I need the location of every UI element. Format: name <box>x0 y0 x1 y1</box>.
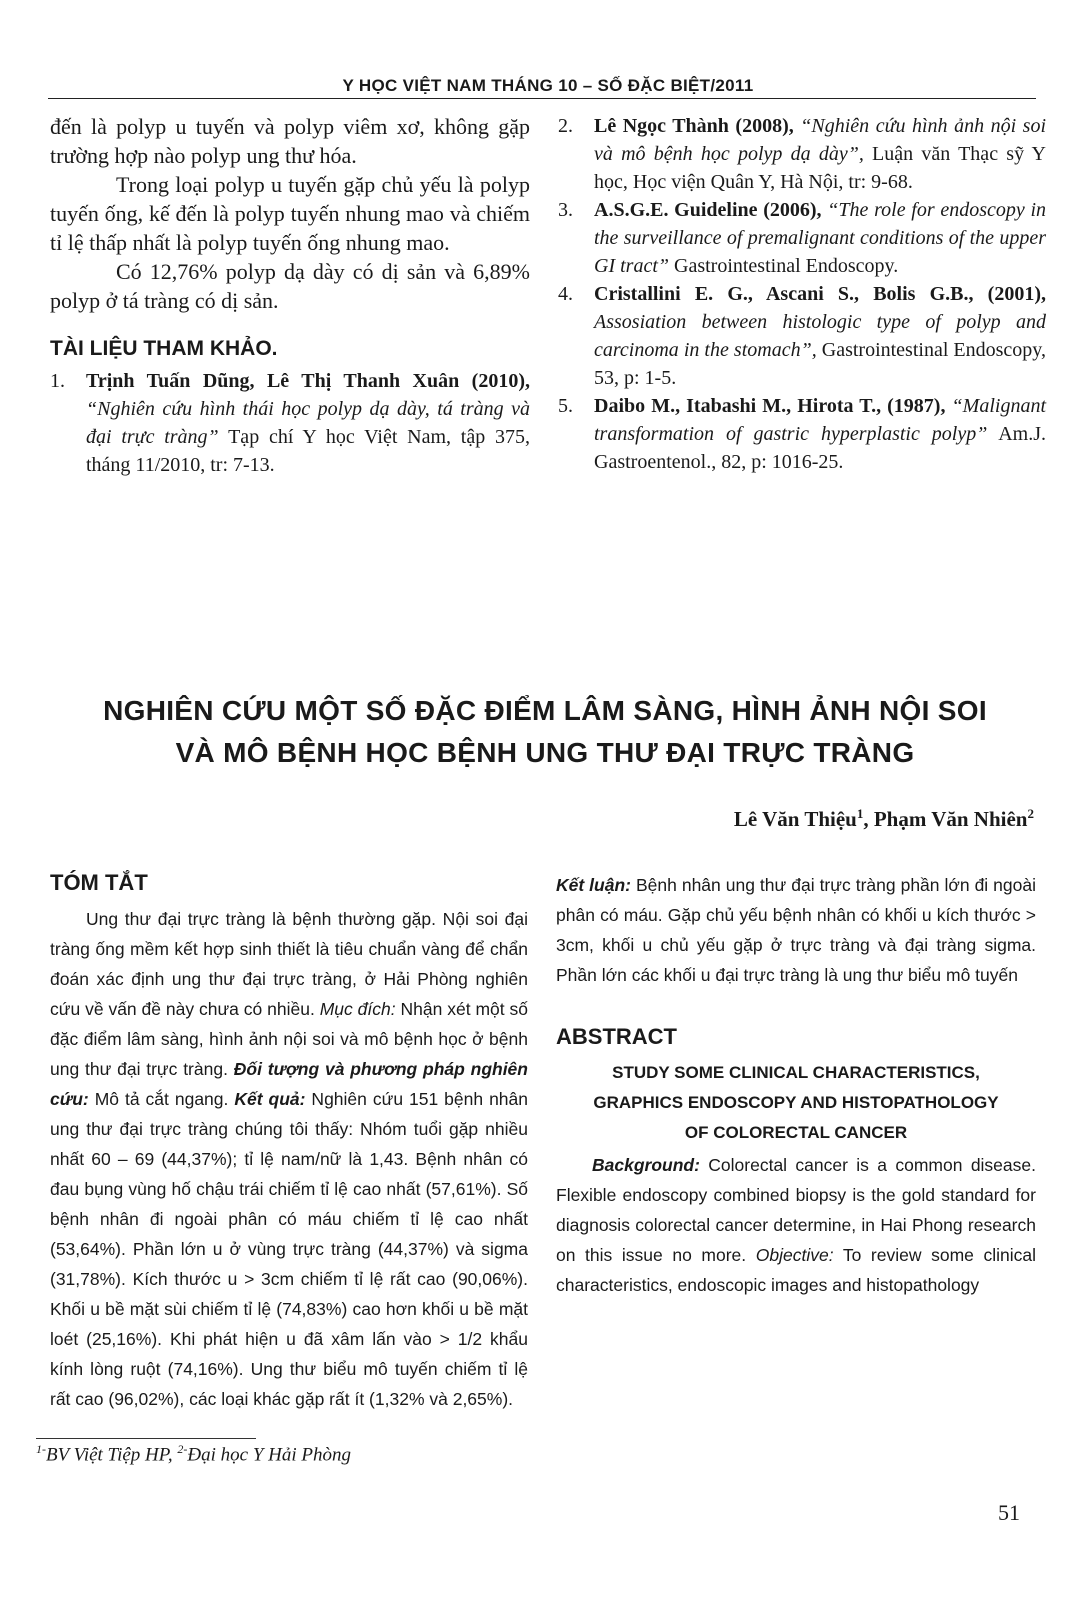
header-rule <box>48 98 1036 99</box>
footnote-sup-2: 2- <box>177 1442 188 1456</box>
reference-source: Gastrointestinal Endoscopy. <box>674 255 899 277</box>
reference-source: Am.J. Gastroentenol., 82, p: 1016-25. <box>594 423 1046 473</box>
reference-title: “Nghiên cứu hình thái học polyp dạ dày, tá tràng và đại trực tràng” <box>86 398 530 448</box>
prev-article-right-column <box>558 112 1046 476</box>
reference-title: “The role for endoscopy in the surveillance of premalignant conditions of the upper GI tract” <box>594 199 1046 277</box>
reference-item <box>558 392 1046 476</box>
reference-body <box>558 112 1046 196</box>
references-heading: TÀI LIỆU THAM KHẢO. <box>50 337 278 360</box>
background-label: Background: <box>592 1155 700 1175</box>
reference-body <box>558 280 1046 392</box>
reference-item <box>558 280 1046 392</box>
abstract-title <box>556 1058 1036 1148</box>
reference-body <box>558 392 1046 476</box>
reference-title: Assosiation between histologic type of polyp and carcinoma in the stomach”, <box>594 311 1046 361</box>
running-header: Y HỌC VIỆT NAM THÁNG 10 – SỐ ĐẶC BIỆT/2011 <box>342 76 754 95</box>
abstract-paragraph <box>556 1150 1036 1300</box>
reference-authors: Trịnh Tuấn Dũng, Lê Thị Thanh Xuân (2010), <box>86 370 530 392</box>
reference-body <box>558 196 1046 280</box>
reference-number: 2. <box>558 115 573 137</box>
prev-paragraph-1: đến là polyp u tuyến và polyp viêm xơ, không gặp trường hợp nào polyp ung thư hóa. <box>50 114 530 168</box>
reference-title: “Malignant transformation of gastric hyperplastic polyp” <box>594 395 1046 445</box>
author-2-affiliation: 2 <box>1027 806 1034 821</box>
summary-right-column <box>556 870 1036 1300</box>
methods-text: Mô tả cắt ngang. <box>88 1089 229 1109</box>
abstract-heading: ABSTRACT <box>556 1024 677 1049</box>
objective-label: Mục đích: <box>319 999 396 1019</box>
summary-paragraph <box>50 904 528 1414</box>
abstract-title-line-2: GRAPHICS ENDOSCOPY AND HISTOPATHOLOGY <box>593 1093 999 1112</box>
abstract-objective-text: To review some clinical characteristics, endoscopic images and histopathology <box>556 1245 1036 1295</box>
article-authors <box>560 806 1034 832</box>
conclusion-text: Bệnh nhân ung thư đại trực tràng phần lớn đi ngoài phân có máu. Gặp chủ yếu bệnh nhân có khối u kích thước > 3cm, khối u chủ yếu gặp ở trực tràng và đại tràng sigma. Phần lớn các khối u đại trực tràng là ung thư biểu mô tuyến <box>556 875 1036 985</box>
background-text: Colorectal cancer is a common disease. Flexible endoscopy combined biopsy is the gold standard for diagnosis colorectal cancer determine, in Hai Phong research on this issue no more. <box>556 1155 1036 1265</box>
summary-continued <box>556 870 1036 990</box>
results-label: Kết quả: <box>234 1089 306 1109</box>
prev-paragraph-3: Có 12,76% polyp dạ dày có dị sản và 6,89% polyp ở tá tràng có dị sản. <box>50 259 530 313</box>
footnote-text-1: BV Việt Tiệp HP, <box>46 1444 178 1466</box>
author-1: Lê Văn Thiệu <box>733 807 857 831</box>
reference-number: 1. <box>50 370 65 392</box>
page-number: 51 <box>998 1500 1020 1525</box>
article-title <box>40 690 1050 774</box>
summary-left-column <box>50 870 528 1414</box>
prev-paragraph-2: Trong loại polyp u tuyến gặp chủ yếu là polyp tuyến ống, kế đến là polyp tuyến nhung mao và chiếm tỉ lệ thấp nhất là polyp tuyến ống nhung mao. <box>50 172 530 255</box>
footnote-text-2: Đại học Y Hải Phòng <box>187 1444 352 1466</box>
conclusion-label: Kết luận: <box>556 875 631 895</box>
results-text: Nghiên cứu 151 bệnh nhân ung thư đại trực tràng chúng tôi thấy: Nhóm tuổi gặp nhiều nhất 60 – 69 (44,37%); tỉ lệ nam/nữ là 1,43. Bệnh nhân có đau bụng vùng hố chậu trái chiếm tỉ lệ cao nhất (57,61%). Số bệnh nhân đi ngoài phân có máu chiếm tỉ lệ cao nhất (53,64%). Phần lớn u ở vùng trực tràng (44,37%) và sigma (31,78%). Kích thước u > 3cm chiếm tỉ lệ rất cao (90,06%). Khối u bề mặt sùi chiếm tỉ lệ (74,83%) cao hơn khối u bề mặt loét (25,16%). Khi phát hiện u đã xâm lấn vào > 1/2 khẩu kính lòng ruột (74,16%). Ung thư biểu mô tuyến chiếm tỉ lệ rất cao (96,02%), các loại khác gặp rất ít (1,32% và 2,65%). <box>50 1089 528 1409</box>
abstract-title-line-1: STUDY SOME CLINICAL CHARACTERISTICS, <box>612 1063 980 1082</box>
abstract-title-line-3: OF COLORECTAL CANCER <box>684 1123 908 1142</box>
reference-number: 5. <box>558 395 573 417</box>
affiliation-footnote <box>36 1442 351 1466</box>
reference-source: Tạp chí Y học Việt Nam, tập 375, tháng 11/2010, tr: 7-13. <box>86 426 530 476</box>
reference-source: Gastrointestinal Endoscopy, 53, p: 1-5. <box>594 339 1047 389</box>
reference-item <box>558 112 1046 196</box>
reference-authors: Cristallini E. G., Ascani S., Bolis G.B., (2001), <box>594 283 1046 305</box>
reference-number: 3. <box>558 199 573 221</box>
reference-body <box>50 367 530 479</box>
author-1-affiliation: 1 <box>856 806 864 821</box>
prev-article-left-column <box>50 112 530 479</box>
objective-text: Nhận xét một số đặc điểm lâm sàng, hình ảnh nội soi và mô bệnh học ở bệnh ung thư đại trực tràng. <box>50 999 528 1079</box>
article-title-line-1: NGHIÊN CỨU MỘT SỐ ĐẶC ĐIỂM LÂM SÀNG, HÌNH ẢNH NỘI SOI <box>103 695 987 726</box>
methods-label: Đối tượng và phương pháp nghiên cứu: <box>50 1059 528 1109</box>
author-separator: , <box>863 807 874 831</box>
reference-authors: Lê Ngọc Thành (2008), <box>594 115 794 137</box>
article-title-line-2: VÀ MÔ BỆNH HỌC BỆNH UNG THƯ ĐẠI TRỰC TRÀNG <box>175 737 915 768</box>
abstract-objective-label: Objective: <box>755 1245 834 1265</box>
author-2: Phạm Văn Nhiên <box>873 807 1028 831</box>
summary-heading: TÓM TẮT <box>50 870 148 895</box>
reference-authors: Daibo M., Itabashi M., Hirota T., (1987), <box>594 395 946 417</box>
reference-item <box>558 196 1046 280</box>
reference-item <box>50 367 530 479</box>
reference-title: “Nghiên cứu hình ảnh nội soi và mô bệnh học polyp dạ dày”, <box>594 115 1046 165</box>
reference-number: 4. <box>558 283 573 305</box>
footnote-rule <box>36 1438 256 1439</box>
footnote-sup-1: 1- <box>36 1442 46 1456</box>
reference-source: Luận văn Thạc sỹ Y học, Học viện Quân Y, Hà Nội, tr: 9-68. <box>594 143 1046 193</box>
summary-intro: Ung thư đại trực tràng là bệnh thường gặp. Nội soi đại tràng ống mềm kết hợp sinh thiết là tiêu chuẩn vàng để chẩn đoán xác định ung thư đại trực tràng, ở Hải Phòng nghiên cứu về vấn đề này chưa có nhiều. <box>50 909 528 1019</box>
reference-authors: A.S.G.E. Guideline (2006), <box>594 199 822 221</box>
